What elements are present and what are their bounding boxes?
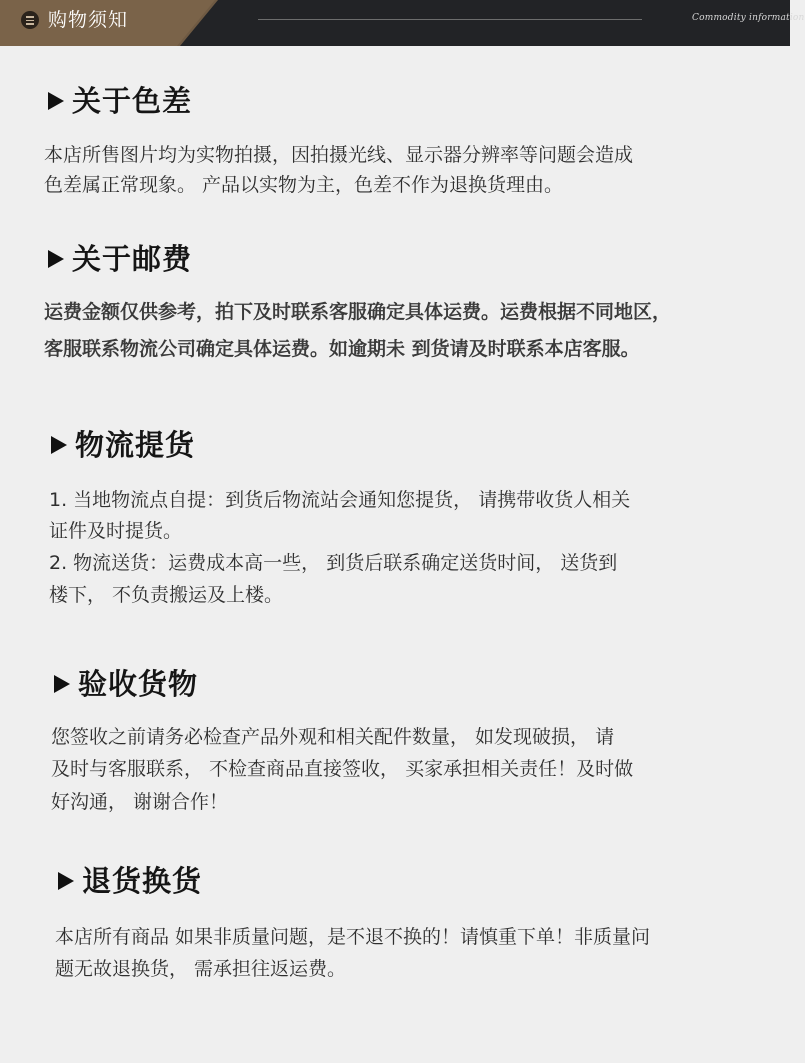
section-text-line: 及时与客服联系， 不检查商品直接签收， 买家承担相关责任！及时做 xyxy=(51,758,634,780)
section-title: 关于色差 xyxy=(72,84,193,118)
section-text-line: 客服联系物流公司确定具体运费。如逾期未 到货请及时联系本店客服。 xyxy=(44,338,640,360)
section-heading xyxy=(54,666,198,702)
header-script-text: Commodity information xyxy=(692,13,805,23)
section-text-line: 运费金额仅供参考，拍下及时联系客服确定具体运费。运费根据不同地区， xyxy=(44,301,672,323)
triangle-bullet-icon xyxy=(48,92,64,110)
menu-icon xyxy=(21,11,39,29)
triangle-bullet-icon xyxy=(54,675,70,693)
triangle-bullet-icon xyxy=(58,872,74,890)
triangle-bullet-icon xyxy=(51,436,67,454)
header-banner xyxy=(0,0,805,46)
section-text-line: 色差属正常现象。 产品以实物为主，色差不作为退换货理由。 xyxy=(44,174,564,196)
section-text-line: 好沟通， 谢谢合作！ xyxy=(51,791,229,813)
section-text-line: 证件及时提货。 xyxy=(49,520,183,542)
section-text-line: 楼下， 不负责搬运及上楼。 xyxy=(49,584,284,606)
section-text-line: 本店所有商品 如果非质量问题，是不退不换的！请慎重下单！非质量问 xyxy=(55,926,651,948)
section-text-line: 本店所售图片均为实物拍摄，因拍摄光线、显示器分辨率等问题会造成 xyxy=(44,144,634,166)
section-text-line: 您签收之前请务必检查产品外观和相关配件数量， 如发现破损， 请 xyxy=(51,726,615,748)
section-text-line: 1. 当地物流点自提：到货后物流站会通知您提货， 请携带收货人相关 xyxy=(49,489,631,511)
section-title: 退货换货 xyxy=(82,864,203,898)
section-text-line: 2. 物流送货：运费成本高一些， 到货后联系确定送货时间， 送货到 xyxy=(49,552,618,574)
triangle-bullet-icon xyxy=(48,250,64,268)
section-title: 验收货物 xyxy=(78,667,199,701)
section-heading xyxy=(48,241,192,277)
header-divider xyxy=(258,19,642,20)
section-title: 物流提货 xyxy=(75,428,196,462)
section-heading xyxy=(51,427,195,463)
section-heading xyxy=(48,83,192,119)
page-title: 购物须知 xyxy=(48,9,129,31)
section-heading xyxy=(58,863,202,899)
section-title: 关于邮费 xyxy=(72,242,193,276)
section-text-line: 题无故退换货， 需承担往返运费。 xyxy=(55,958,347,980)
